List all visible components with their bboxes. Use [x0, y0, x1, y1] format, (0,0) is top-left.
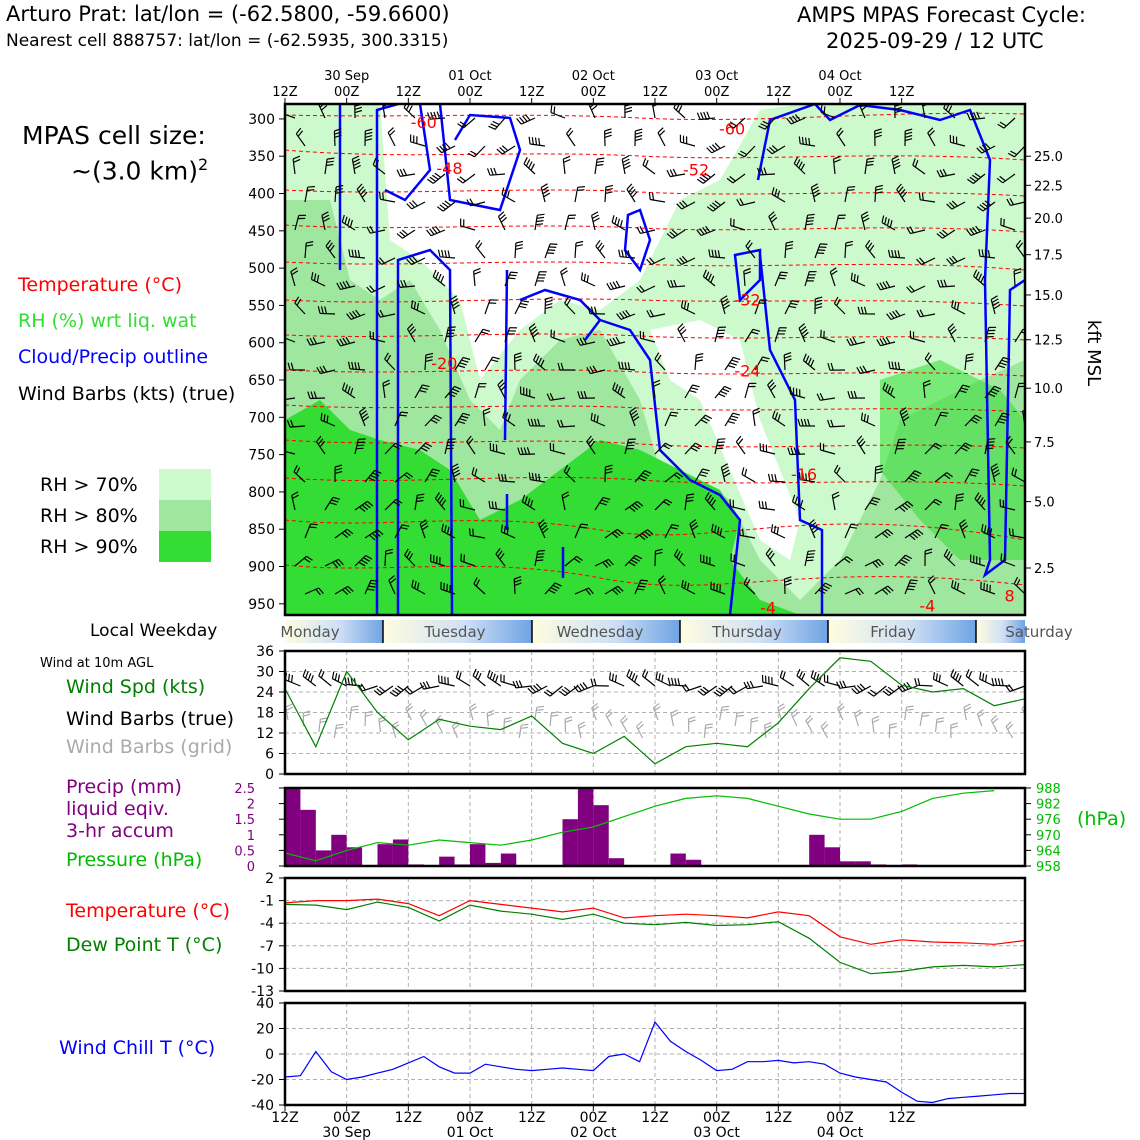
pressure-y-tick-label: 976	[1036, 813, 1061, 829]
pressure-tick-label: 350	[248, 149, 275, 166]
swatch-rh70	[159, 469, 211, 500]
temp-y-tick-label: -13	[251, 984, 274, 1000]
bottom-tick-label: 00Z	[332, 1110, 361, 1126]
legend-rh90: RH > 90%	[40, 536, 138, 558]
legend-barbs: Wind Barbs (kts) (true)	[18, 383, 236, 405]
weekday-name: Wednesday	[556, 623, 644, 641]
weekday-label: Local Weekday	[90, 621, 218, 641]
wind-y-tick-label: 36	[256, 644, 274, 660]
wind-y-tick-label: 6	[265, 746, 274, 763]
pressure-tick-label: 900	[248, 559, 275, 576]
weekday-name: Saturday	[1005, 623, 1073, 641]
bottom-tick-label: 12Z	[764, 1110, 793, 1126]
pressure-tick-label: 600	[248, 335, 275, 352]
wind-y-tick-label: 0	[265, 767, 274, 783]
temperature-contour-label: -20	[431, 353, 458, 373]
precip-y-tick-label: 2	[246, 797, 255, 813]
temperature-contour-label: -4	[760, 598, 777, 618]
wind-title: Wind at 10m AGL	[40, 656, 154, 671]
top-tick-label: 12Z	[888, 85, 915, 100]
bottom-tick-label: 00Z	[579, 1110, 608, 1126]
wind-y-tick-label: 12	[256, 726, 274, 742]
windchill-y-tick-label: 20	[256, 1021, 274, 1038]
temperature-contour-label: -60	[719, 119, 746, 139]
bottom-tick-label: 00Z	[456, 1110, 484, 1126]
pressure-tick-label: 500	[248, 261, 275, 278]
bottom-tick-label: 12Z	[271, 1110, 299, 1126]
top-tick-label: 00Z	[333, 85, 360, 100]
kft-tick-label: 20.0	[1034, 212, 1063, 228]
temp-y-tick-label: -4	[260, 916, 274, 933]
xs-kft-ticks	[1025, 150, 1063, 577]
bottom-tick-label: 12Z	[887, 1110, 916, 1126]
temp-y-tick-label: -10	[251, 961, 274, 978]
top-tick-label: 12Z	[765, 85, 792, 100]
precip-bar	[470, 844, 485, 866]
precip-bar	[501, 854, 516, 866]
kft-tick-label: 25.0	[1034, 150, 1063, 166]
temperature-contour-label: 8	[1004, 586, 1015, 606]
pressure-tick-label: 950	[248, 596, 275, 613]
kft-axis-label: kft MSL	[1083, 319, 1104, 387]
temp-y-tick-label: 2	[265, 871, 274, 887]
top-date-label: 04 Oct	[818, 69, 862, 84]
kft-tick-label: 12.5	[1034, 333, 1063, 349]
pressure-tick-label: 300	[248, 111, 275, 128]
top-tick-label: 12Z	[395, 85, 422, 100]
weekday-name: Friday	[870, 623, 916, 641]
legend-temperature-lower: Temperature (°C)	[66, 900, 230, 922]
precip-bar	[439, 857, 454, 866]
precip-bar	[825, 847, 840, 866]
precip-bar	[285, 788, 300, 866]
bottom-tick-label: 12Z	[641, 1110, 669, 1126]
pressure-y-tick-label: 958	[1036, 860, 1061, 875]
pressure-tick-label: 850	[248, 522, 275, 539]
kft-tick-label: 22.5	[1034, 179, 1063, 195]
temperature-panel	[251, 871, 1025, 1000]
windchill-y-tick-label: -40	[251, 1098, 274, 1114]
top-tick-label: 00Z	[703, 85, 730, 100]
legend-rh70: RH > 70%	[40, 474, 138, 496]
pressure-tick-label: 450	[248, 223, 275, 240]
legend-wind-speed: Wind Spd (kts)	[66, 676, 206, 698]
wind-y-tick-label: 18	[256, 705, 274, 722]
legend-temperature: Temperature (°C)	[18, 274, 182, 296]
weekday-name: Monday	[280, 623, 340, 641]
pressure-tick-label: 750	[248, 447, 275, 464]
temperature-contour-label: -16	[790, 465, 818, 485]
pressure-tick-label: 550	[248, 298, 275, 315]
kft-tick-label: 5.0	[1034, 495, 1055, 511]
legend-precip-2: liquid eqiv.	[66, 798, 169, 820]
precip-bar	[563, 819, 578, 866]
top-tick-label: 12Z	[642, 85, 668, 100]
precip-y-tick-label: 0.5	[234, 844, 255, 860]
weekday-name: Tuesday	[424, 623, 486, 641]
temperature-contour-label: -52	[683, 160, 710, 180]
cell-size-label: MPAS cell size:	[22, 121, 206, 150]
bottom-date-label: 04 Oct	[816, 1125, 864, 1140]
legend-precip-3: 3-hr accum	[66, 820, 174, 842]
precip-y-tick-label: 2.5	[234, 782, 255, 797]
top-tick-label: 12Z	[518, 85, 545, 100]
nearest-cell-subtitle: Nearest cell 888757: lat/lon = (-62.5935, 300.3315)	[6, 31, 449, 51]
bottom-date-label: 01 Oct	[446, 1125, 494, 1140]
pressure-tick-label: 700	[248, 410, 275, 427]
swatch-rh90	[159, 531, 211, 562]
cycle-time: 2025-09-29 / 12 UTC	[826, 29, 1044, 53]
wind-y-tick-label: 30	[256, 664, 274, 681]
pressure-tick-label: 650	[248, 373, 275, 390]
temperature-contour-label: -32	[734, 290, 761, 310]
pressure-y-tick-label: 982	[1036, 797, 1061, 813]
swatch-rh80	[159, 500, 211, 531]
precip-y-tick-label: 0	[246, 860, 255, 875]
precip-y-tick-label: 1.5	[234, 813, 255, 829]
windchill-y-tick-label: -20	[251, 1072, 274, 1089]
temperature-contour-label: -24	[734, 361, 761, 381]
precip-bar	[378, 844, 393, 866]
top-tick-label: 00Z	[580, 85, 607, 100]
top-tick-label: 00Z	[457, 85, 483, 100]
top-date-label: 30 Sep	[324, 69, 370, 84]
precip-bar	[670, 854, 685, 866]
bottom-time-axis	[271, 1105, 915, 1140]
cell-size-text: ~(3.0 km)	[71, 156, 198, 186]
kft-tick-label: 10.0	[1034, 382, 1063, 398]
precip-bar	[593, 805, 608, 866]
xs-pressure-ticks	[248, 112, 285, 613]
cell-size-exponent: 2	[198, 155, 209, 174]
temp-y-tick-label: -1	[260, 893, 274, 910]
top-tick-label: 00Z	[827, 85, 853, 100]
wind-panel	[256, 644, 1028, 783]
cycle-title: AMPS MPAS Forecast Cycle:	[797, 3, 1086, 27]
pressure-unit: (hPa)	[1077, 808, 1127, 830]
kft-tick-label: 7.5	[1034, 435, 1055, 451]
precip-bar	[809, 835, 824, 866]
pressure-tick-label: 800	[248, 484, 275, 501]
precip-bar	[331, 835, 346, 866]
pressure-y-tick-label: 970	[1036, 828, 1061, 844]
top-date-label: 03 Oct	[695, 69, 739, 84]
legend-windchill: Wind Chill T (°C)	[59, 1037, 216, 1059]
legend-cloud: Cloud/Precip outline	[18, 346, 209, 368]
legend-rh80: RH > 80%	[40, 505, 138, 527]
bottom-date-label: 03 Oct	[693, 1125, 740, 1140]
top-date-label: 01 Oct	[448, 69, 492, 84]
precip-bar	[393, 839, 408, 866]
legend-precip-1: Precip (mm)	[66, 776, 182, 798]
legend-rh: RH (%) wrt liq. wat	[18, 310, 197, 332]
bottom-tick-label: 12Z	[517, 1110, 546, 1126]
kft-tick-label: 15.0	[1034, 288, 1063, 304]
windchill-y-tick-label: 0	[265, 1047, 274, 1063]
weekday-strip	[280, 620, 1073, 643]
legend-barbs-grid: Wind Barbs (grid)	[66, 736, 233, 758]
kft-tick-label: 17.5	[1034, 248, 1063, 264]
bottom-date-label: 30 Sep	[322, 1125, 371, 1140]
cross-section-panel	[248, 100, 1140, 618]
temp-y-tick-label: -7	[260, 938, 274, 955]
wind-y-tick-label: 24	[256, 685, 274, 701]
pressure-tick-label: 400	[248, 186, 275, 203]
temperature-contour-label: -48	[436, 159, 463, 179]
bottom-tick-label: 00Z	[826, 1110, 854, 1126]
windchill-panel	[251, 996, 1025, 1114]
xs-wind-barb	[1025, 357, 1040, 370]
top-date-label: 02 Oct	[571, 69, 615, 84]
pressure-y-tick-label: 964	[1036, 844, 1061, 860]
precip-y-tick-label: 1	[246, 828, 255, 844]
pressure-y-tick-label: 988	[1036, 782, 1061, 797]
kft-tick-label: 2.5	[1034, 562, 1055, 578]
precip-panel	[234, 782, 1061, 875]
bottom-date-label: 02 Oct	[570, 1125, 617, 1140]
weekday-name: Thursday	[712, 623, 782, 641]
legend-dewpoint: Dew Point T (°C)	[66, 934, 223, 956]
temperature-contour-label: -60	[410, 112, 437, 132]
legend-barbs-true: Wind Barbs (true)	[66, 708, 235, 730]
legend-pressure: Pressure (hPa)	[66, 849, 203, 871]
bottom-tick-label: 00Z	[702, 1110, 731, 1126]
top-time-axis	[272, 69, 914, 104]
station-title: Arturo Prat: lat/lon = (-62.5800, -59.6600)	[6, 2, 450, 26]
top-tick-label: 12Z	[272, 85, 298, 100]
temperature-contour-label: -4	[919, 596, 936, 616]
windchill-y-tick-label: 40	[256, 996, 274, 1012]
bottom-tick-label: 12Z	[394, 1110, 423, 1126]
